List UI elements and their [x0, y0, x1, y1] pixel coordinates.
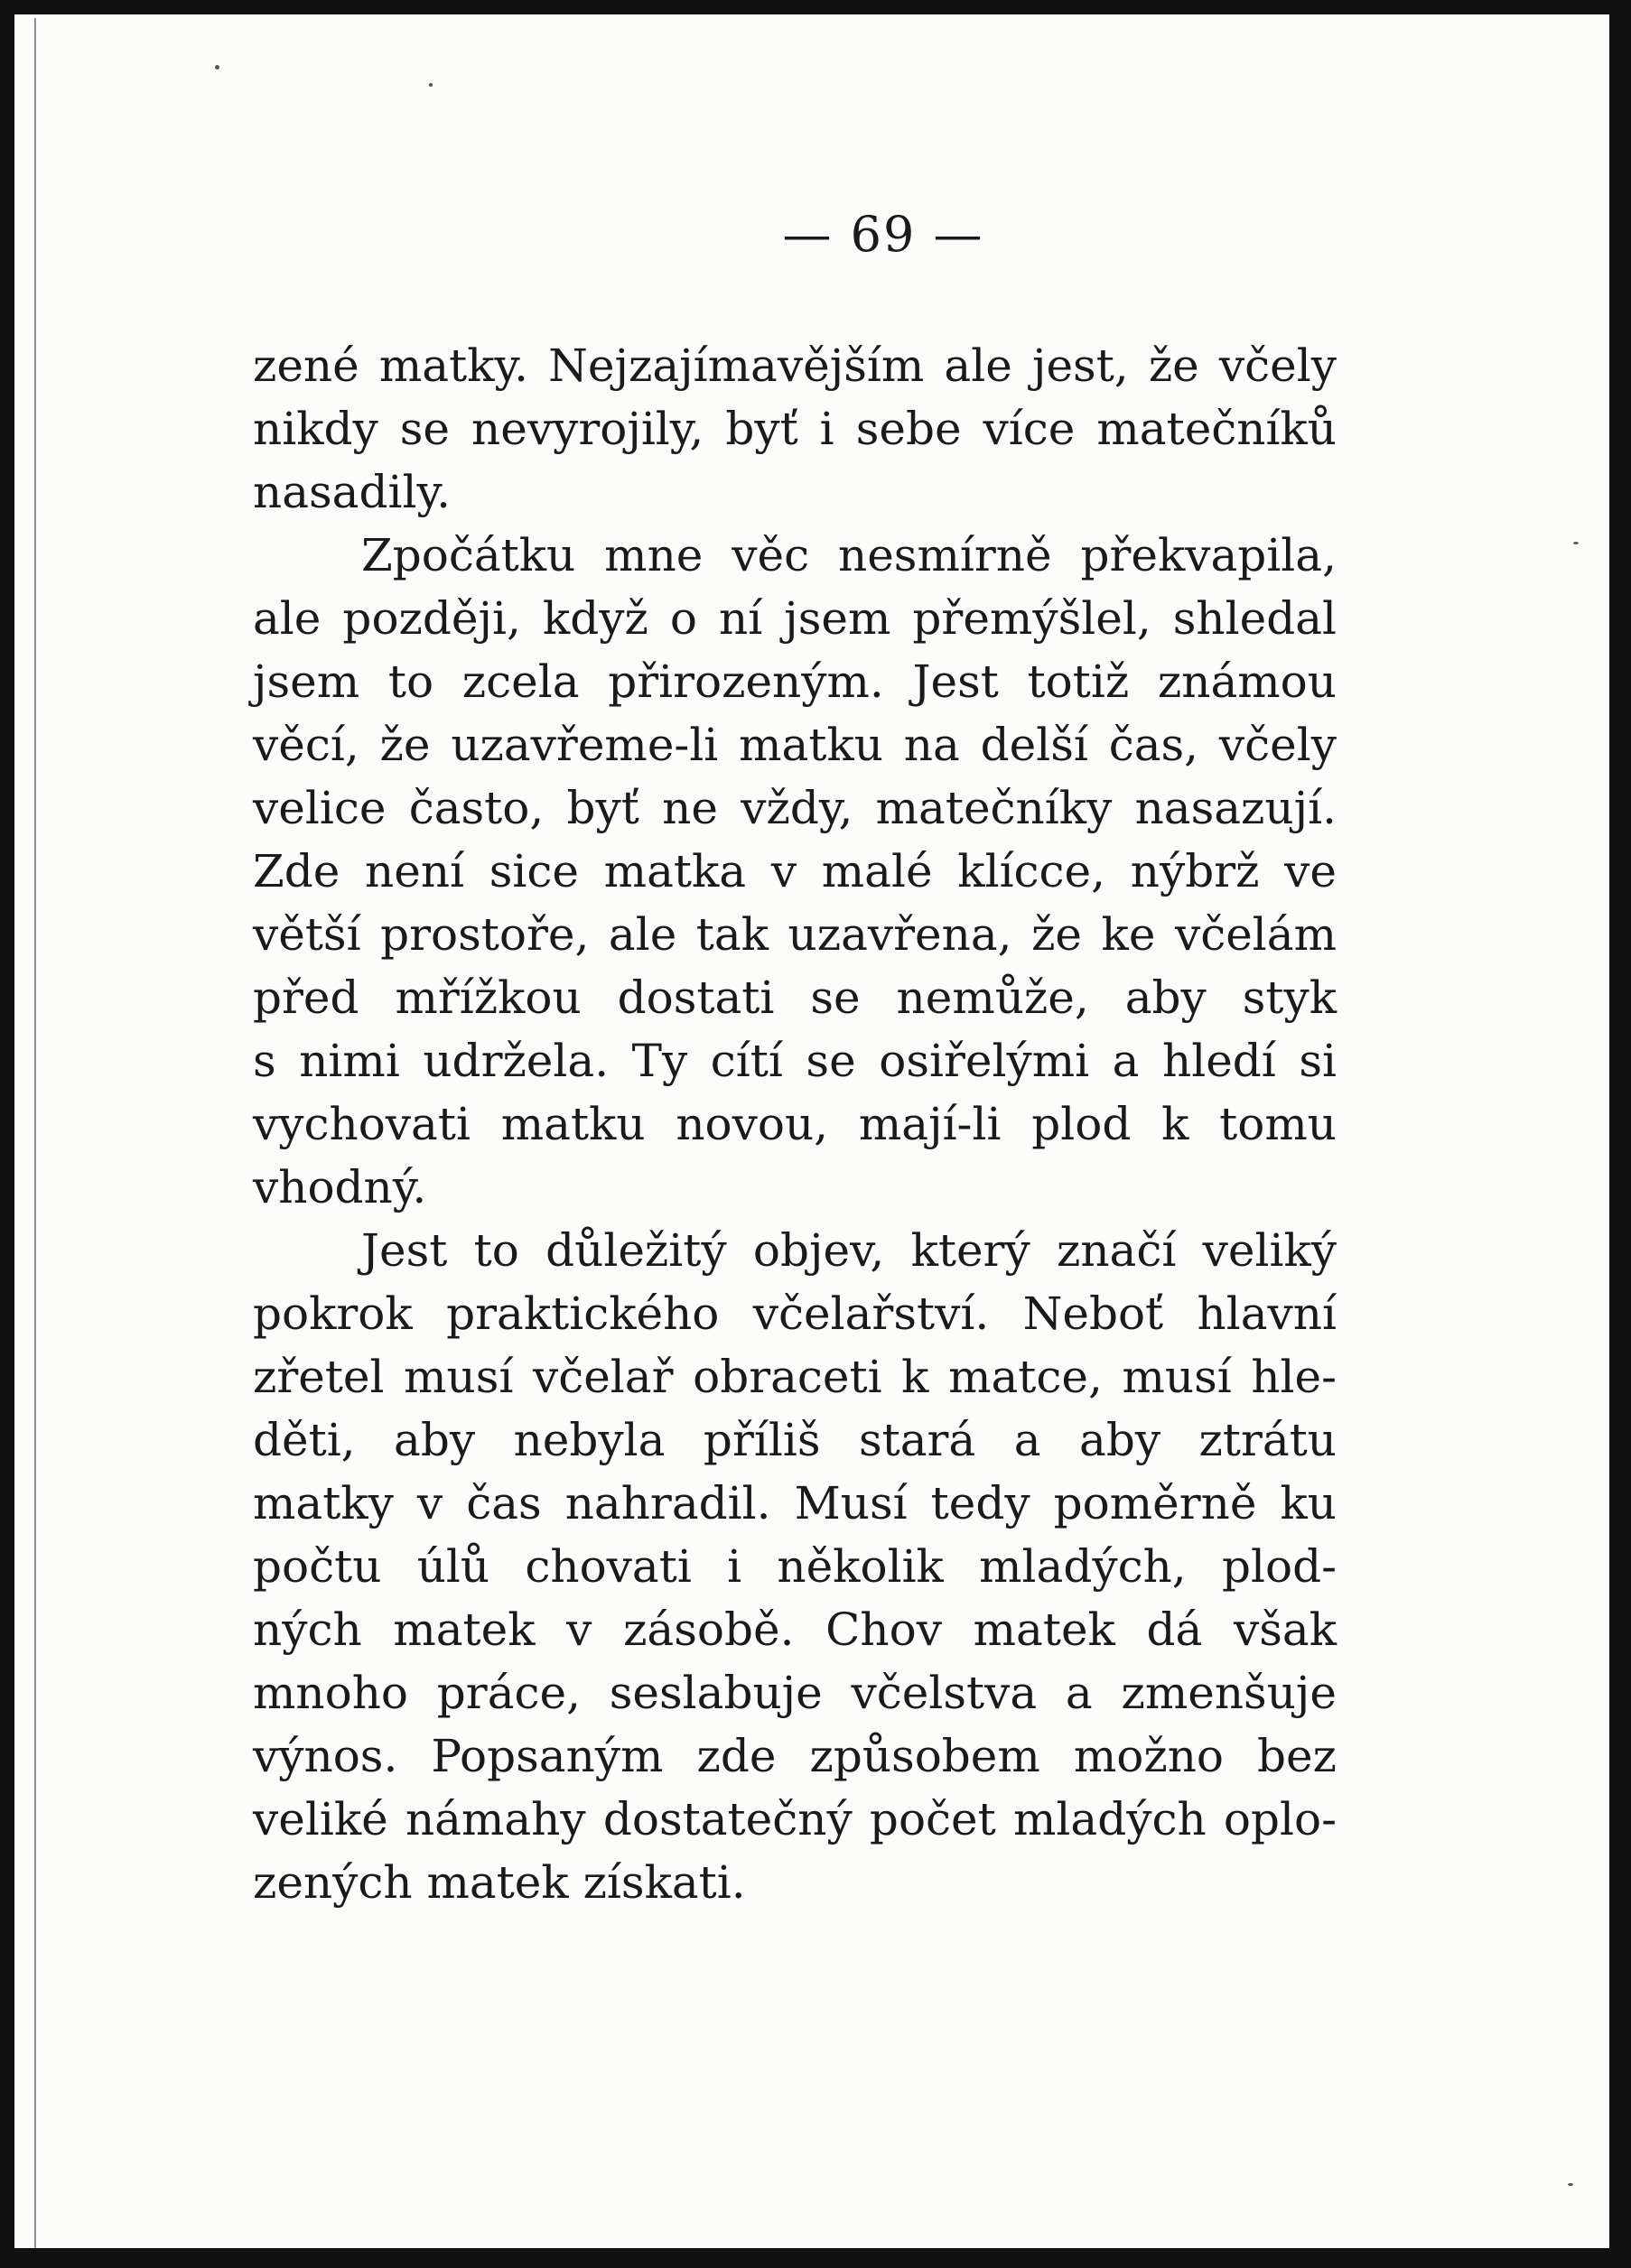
text-line: mnoho práce, seslabuje včelstva a zmenšuje: [253, 1667, 1337, 1719]
text-line: matky v čas nahradil. Musí tedy poměrně ku: [253, 1477, 1337, 1529]
text-line: s nimi udržela. Ty cítí se osiřelými a hledí si: [253, 1035, 1337, 1087]
dust-speck: [1568, 2183, 1573, 2186]
text-line: veliké námahy dostatečný počet mladých oplo-: [253, 1793, 1337, 1845]
scan-border-bottom: [0, 2248, 1631, 2268]
text-line: nasadily.: [253, 466, 451, 518]
text-line: větší prostoře, ale tak uzavřena, že ke včelám: [253, 908, 1337, 961]
dust-speck: [215, 65, 219, 70]
text-line: nikdy se nevyrojily, byť i sebe více matečníků: [253, 403, 1337, 455]
text-line: zřetel musí včelař obraceti k matce, musí hle-: [253, 1351, 1337, 1403]
text-line: děti, aby nebyla příliš stará a aby ztrátu: [253, 1414, 1337, 1466]
body-text: [253, 334, 1337, 1914]
scan-border-top: [0, 0, 1631, 14]
text-line: velice často, byť ne vždy, matečníky nasazují.: [253, 782, 1337, 834]
dust-speck: [429, 83, 433, 87]
text-line: ale později, když o ní jsem přemýšlel, shledal: [253, 592, 1337, 645]
text-line: zené matky. Nejzajímavějším ale jest, že včely: [253, 339, 1337, 392]
scan-border-right: [1609, 0, 1631, 2268]
text-line: výnos. Popsaným zde způsobem možno bez: [253, 1730, 1337, 1782]
text-line: pokrok praktického včelařství. Neboť hlavní: [253, 1287, 1337, 1340]
text-line: počtu úlů chovati i několik mladých, plod-: [253, 1540, 1337, 1593]
dust-speck: [1573, 542, 1579, 544]
text-line: Zde není sice matka v malé klícce, nýbrž ve: [253, 845, 1337, 897]
text-line: vychovati matku novou, mají-li plod k tomu: [253, 1098, 1337, 1150]
text-line: ných matek v zásobě. Chov matek dá však: [253, 1603, 1337, 1656]
text-line: Jest to důležitý objev, který značí veliký: [361, 1224, 1337, 1277]
text-line: před mřížkou dostati se nemůže, aby styk: [253, 971, 1337, 1024]
text-line: věcí, že uzavřeme-li matku na delší čas, včely: [253, 719, 1337, 771]
scan-border-left: [0, 0, 14, 2268]
text-line: jsem to zcela přirozeným. Jest totiž známou: [253, 655, 1337, 708]
binding-fold-line: [34, 18, 36, 2248]
text-line: zených matek získati.: [253, 1856, 746, 1909]
text-line: vhodný.: [253, 1161, 427, 1213]
text-line: Zpočátku mne věc nesmírně překvapila,: [361, 529, 1337, 581]
page-number: — 69 —: [782, 206, 984, 263]
